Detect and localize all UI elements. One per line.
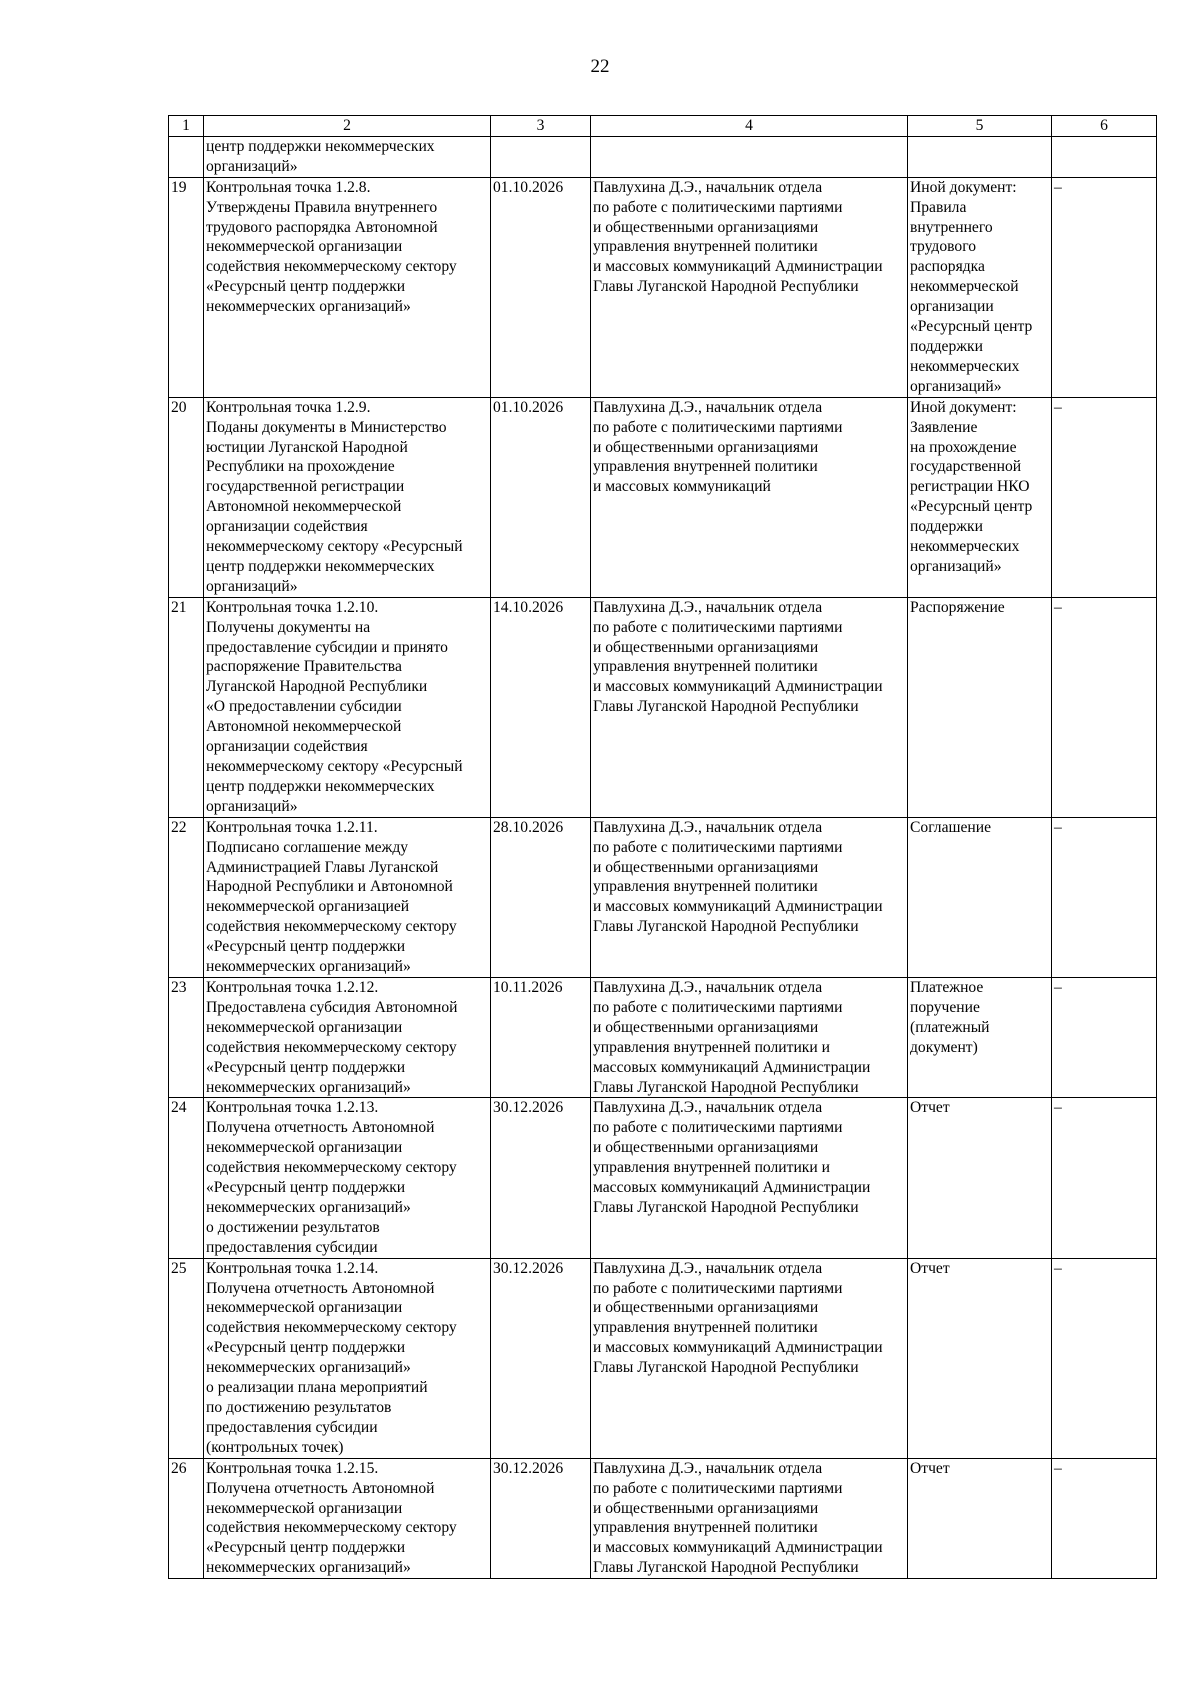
- responsible-cell: Павлухина Д.Э., начальник отдела по работе с политическими партиями и общественными организациями управления внутренней политики и массовых коммуникаций Администрации Главы Луганской Народной Республики: [591, 1098, 908, 1258]
- responsible-cell: Павлухина Д.Э., начальник отдела по работе с политическими партиями и общественными организациями управления внутренней политики и массовых коммуникаций Администрации Главы Луганской Народной Республики: [591, 977, 908, 1097]
- document-cell: Отчет: [908, 1258, 1052, 1458]
- document-cell: Соглашение: [908, 817, 1052, 977]
- document-cell: Иной документ: Заявление на прохождение государственной регистрации НКО «Ресурсный центр поддержки некоммерческих организаций»: [908, 397, 1052, 597]
- responsible-cell: Павлухина Д.Э., начальник отдела по работе с политическими партиями и общественными организациями управления внутренней политики и массовых коммуникаций Администрации Главы Луганской Народной Республики: [591, 1458, 908, 1578]
- column-header: 4: [591, 116, 908, 137]
- table-row: [169, 1258, 1157, 1458]
- document-cell: Платежное поручение (платежный документ): [908, 977, 1052, 1097]
- event-cell: Контрольная точка 1.2.15. Получена отчетность Автономной некоммерческой организации содействия некоммерческому сектору «Ресурсный центр поддержки некоммерческих организаций»: [204, 1458, 491, 1578]
- responsible-cell: Павлухина Д.Э., начальник отдела по работе с политическими партиями и общественными организациями управления внутренней политики и массовых коммуникаций Администрации Главы Луганской Народной Республики: [591, 597, 908, 817]
- note-cell: [1052, 136, 1157, 177]
- event-cell: Контрольная точка 1.2.12. Предоставлена субсидия Автономной некоммерческой организации содействия некоммерческому сектору «Ресурсный центр поддержки некоммерческих организаций»: [204, 977, 491, 1097]
- date-cell: 01.10.2026: [491, 397, 591, 597]
- date-cell: 30.12.2026: [491, 1458, 591, 1578]
- document-cell: [908, 136, 1052, 177]
- note-cell: –: [1052, 1458, 1157, 1578]
- row-number: 23: [169, 977, 204, 1097]
- note-cell: –: [1052, 177, 1157, 397]
- table-row-continuation: [169, 136, 1157, 177]
- date-cell: 10.11.2026: [491, 977, 591, 1097]
- table-row: [169, 1098, 1157, 1258]
- table-row: [169, 1458, 1157, 1578]
- event-cell: центр поддержки некоммерческих организаций»: [204, 136, 491, 177]
- responsible-cell: Павлухина Д.Э., начальник отдела по работе с политическими партиями и общественными организациями управления внутренней политики и массовых коммуникаций: [591, 397, 908, 597]
- note-cell: –: [1052, 397, 1157, 597]
- row-number: 20: [169, 397, 204, 597]
- date-cell: 28.10.2026: [491, 817, 591, 977]
- document-cell: Иной документ: Правила внутреннего трудового распорядка некоммерческой организации «Ресурсный центр поддержки некоммерческих организаций»: [908, 177, 1052, 397]
- date-cell: 14.10.2026: [491, 597, 591, 817]
- row-number: 22: [169, 817, 204, 977]
- date-cell: 30.12.2026: [491, 1258, 591, 1458]
- page-number: 22: [590, 56, 610, 77]
- date-cell: 01.10.2026: [491, 177, 591, 397]
- column-header: 3: [491, 116, 591, 137]
- control-points-table: [168, 115, 1157, 1579]
- note-cell: –: [1052, 1258, 1157, 1458]
- table-header-row: [169, 116, 1157, 137]
- event-cell: Контрольная точка 1.2.8. Утверждены Правила внутреннего трудового распорядка Автономной некоммерческой организации содействия некоммерческому сектору «Ресурсный центр поддержки некоммерческих организаций»: [204, 177, 491, 397]
- event-cell: Контрольная точка 1.2.11. Подписано соглашение между Администрацией Главы Луганской Народной Республики и Автономной некоммерческой организацией содействия некоммерческому сектору «Ресурсный центр поддержки некоммерческих организаций»: [204, 817, 491, 977]
- row-number: 21: [169, 597, 204, 817]
- document-cell: Отчет: [908, 1098, 1052, 1258]
- table-row: [169, 597, 1157, 817]
- event-cell: Контрольная точка 1.2.13. Получена отчетность Автономной некоммерческой организации содействия некоммерческому сектору «Ресурсный центр поддержки некоммерческих организаций» о достижении результатов предоставления субсидии: [204, 1098, 491, 1258]
- note-cell: –: [1052, 817, 1157, 977]
- table-row: [169, 177, 1157, 397]
- responsible-cell: Павлухина Д.Э., начальник отдела по работе с политическими партиями и общественными организациями управления внутренней политики и массовых коммуникаций Администрации Главы Луганской Народной Республики: [591, 1258, 908, 1458]
- table-row: [169, 817, 1157, 977]
- column-header: 5: [908, 116, 1052, 137]
- note-cell: –: [1052, 1098, 1157, 1258]
- document-cell: Отчет: [908, 1458, 1052, 1578]
- column-header: 2: [204, 116, 491, 137]
- document-cell: Распоряжение: [908, 597, 1052, 817]
- column-header: 1: [169, 116, 204, 137]
- row-number: 25: [169, 1258, 204, 1458]
- responsible-cell: Павлухина Д.Э., начальник отдела по работе с политическими партиями и общественными организациями управления внутренней политики и массовых коммуникаций Администрации Главы Луганской Народной Республики: [591, 177, 908, 397]
- row-number: 19: [169, 177, 204, 397]
- responsible-cell: [591, 136, 908, 177]
- note-cell: –: [1052, 977, 1157, 1097]
- event-cell: Контрольная точка 1.2.14. Получена отчетность Автономной некоммерческой организации содействия некоммерческому сектору «Ресурсный центр поддержки некоммерческих организаций» о реализации плана мероприятий по достижению результатов предоставления субсидии (контрольных точек): [204, 1258, 491, 1458]
- row-number: 26: [169, 1458, 204, 1578]
- row-number: 24: [169, 1098, 204, 1258]
- date-cell: 30.12.2026: [491, 1098, 591, 1258]
- column-header: 6: [1052, 116, 1157, 137]
- table-row: [169, 397, 1157, 597]
- table-row: [169, 977, 1157, 1097]
- date-cell: [491, 136, 591, 177]
- row-number: [169, 136, 204, 177]
- note-cell: –: [1052, 597, 1157, 817]
- responsible-cell: Павлухина Д.Э., начальник отдела по работе с политическими партиями и общественными организациями управления внутренней политики и массовых коммуникаций Администрации Главы Луганской Народной Республики: [591, 817, 908, 977]
- event-cell: Контрольная точка 1.2.10. Получены документы на предоставление субсидии и принято распоряжение Правительства Луганской Народной Республики «О предоставлении субсидии Автономной некоммерческой организации содействия некоммерческому сектору «Ресурсный центр поддержки некоммерческих организаций»: [204, 597, 491, 817]
- event-cell: Контрольная точка 1.2.9. Поданы документы в Министерство юстиции Луганской Народной Республики на прохождение государственной регистрации Автономной некоммерческой организации содействия некоммерческому сектору «Ресурсный центр поддержки некоммерческих организаций»: [204, 397, 491, 597]
